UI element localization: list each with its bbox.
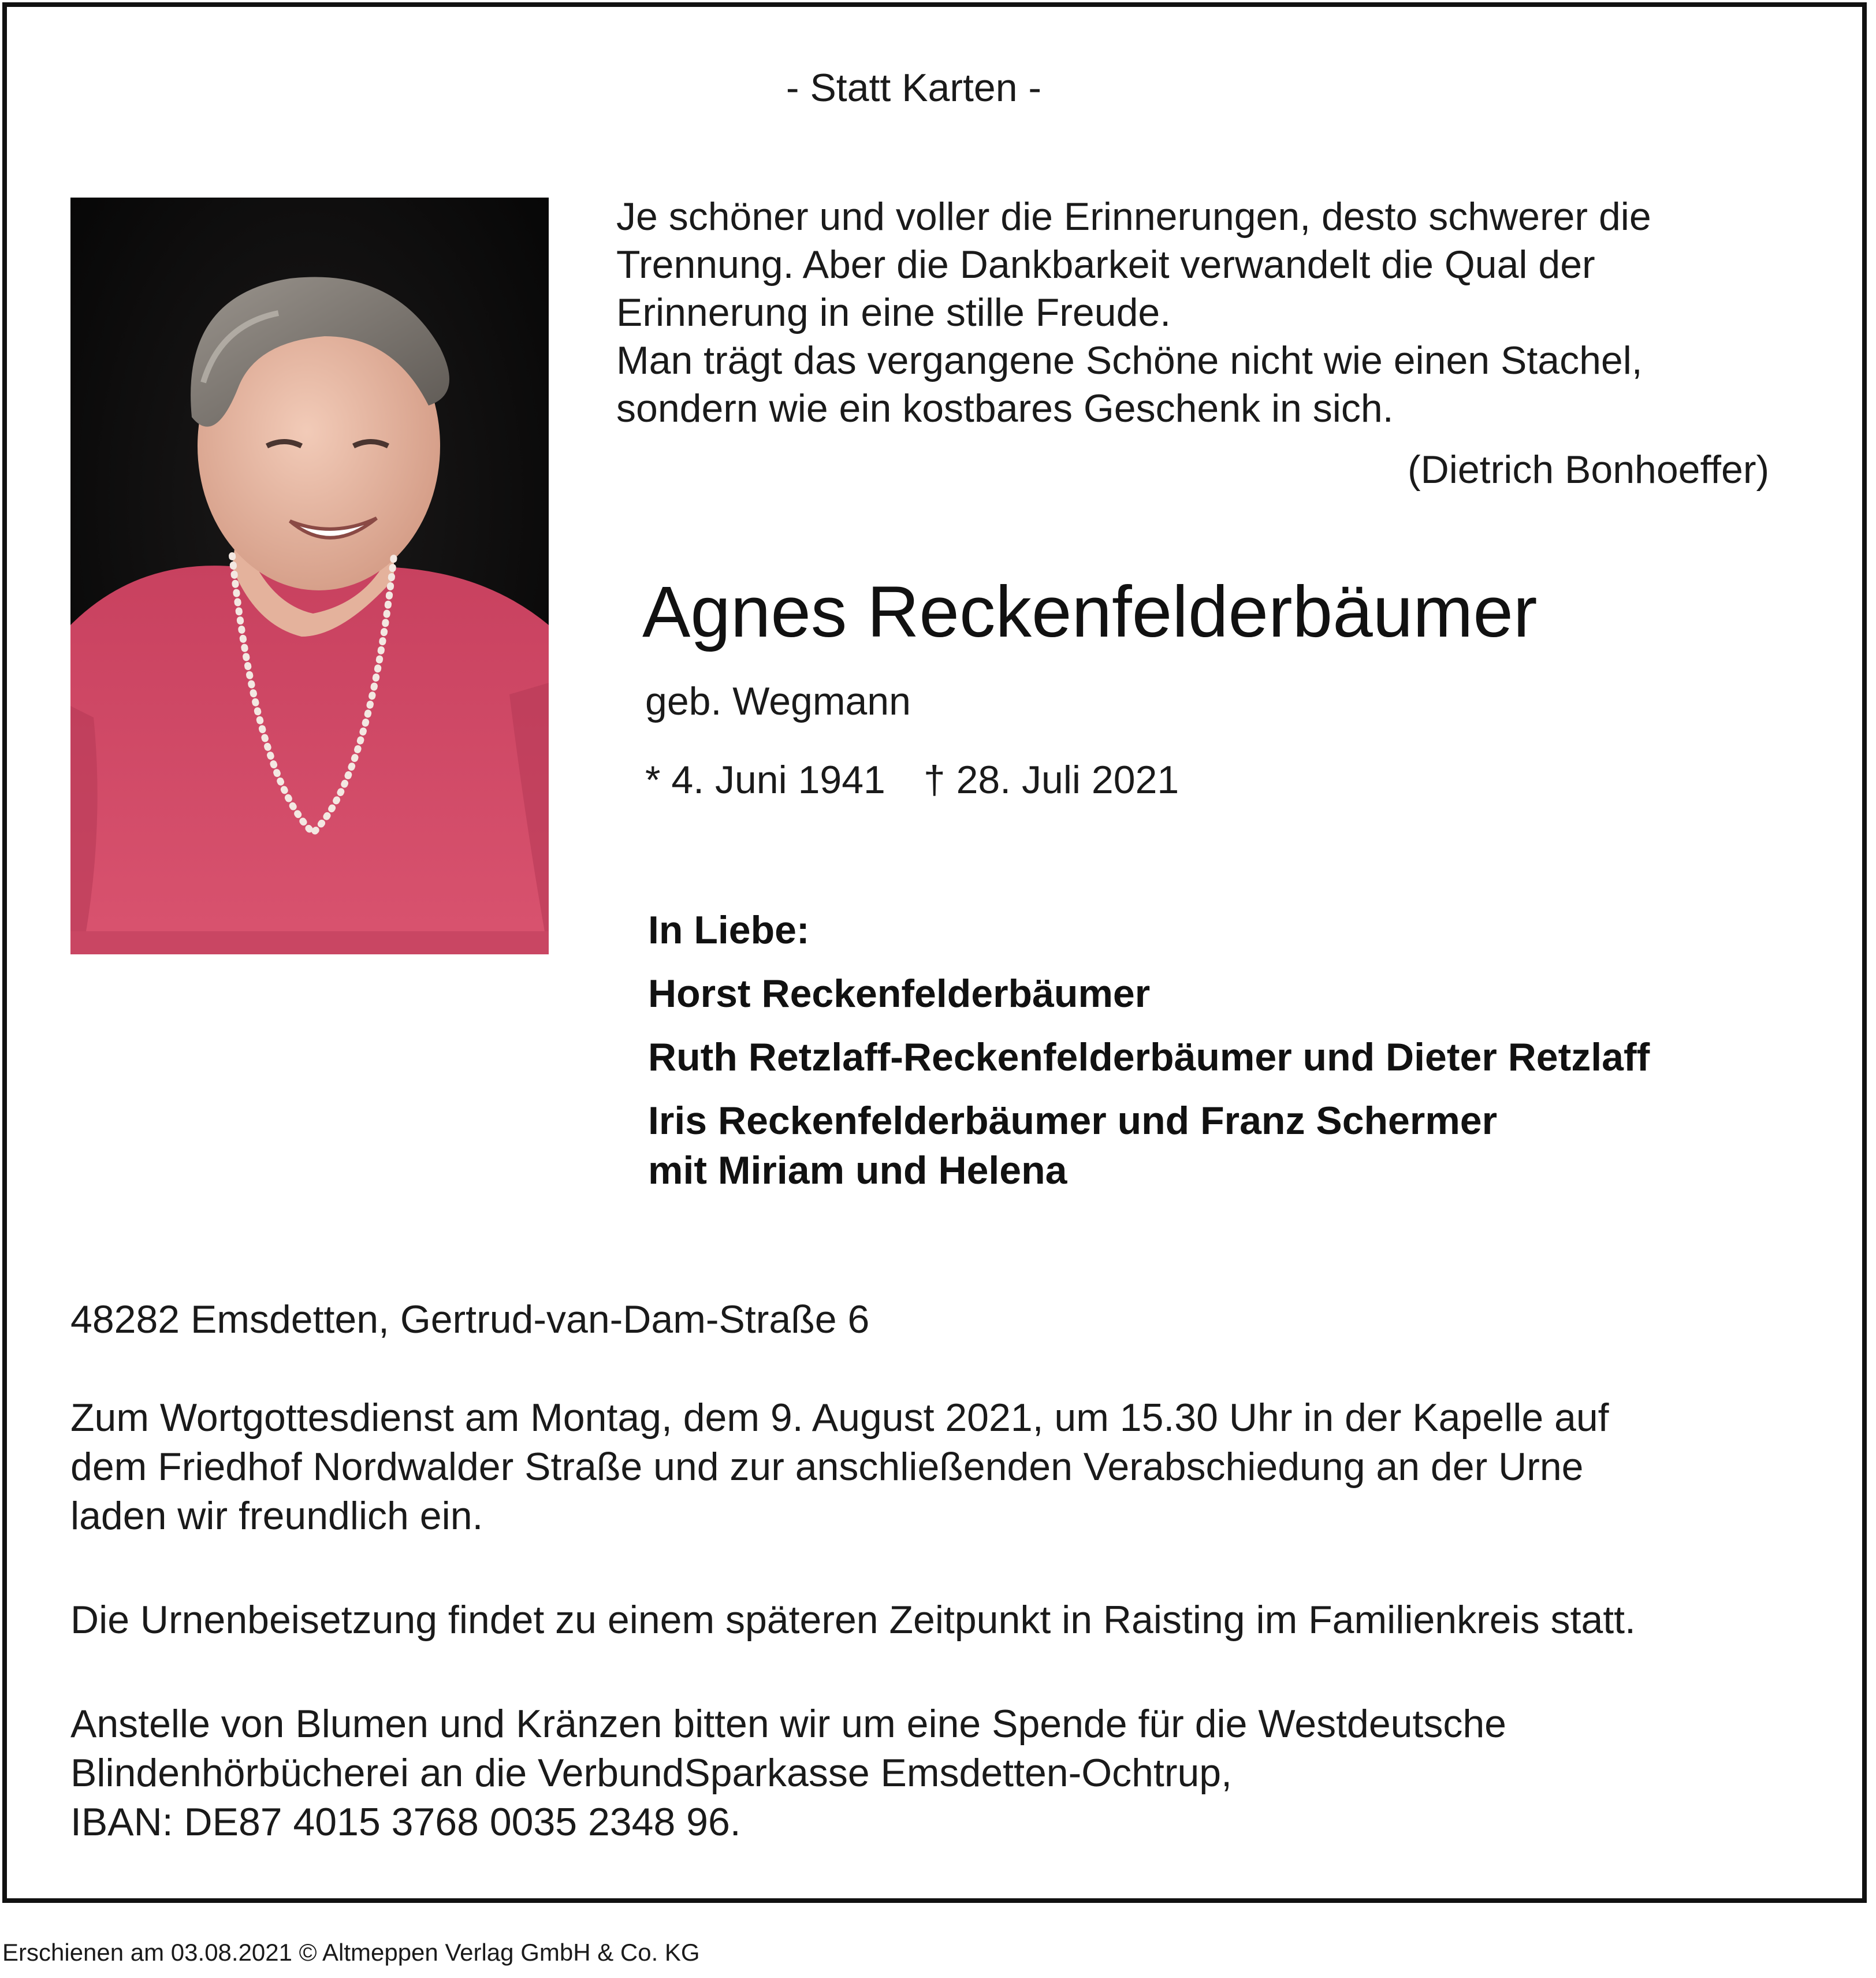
service-line: dem Friedhof Nordwalder Straße und zur anschließenden Verabschiedung an der Urne [70,1445,1584,1489]
quote-line: sondern wie ein kostbares Geschenk in sich. [616,386,1394,430]
quote-line: Erinnerung in eine stille Freude. [616,291,1171,334]
death-date: † 28. Juli 2021 [923,758,1179,802]
address: 48282 Emsdetten, Gertrud-van-Dam-Straße 6 [70,1297,870,1341]
portrait-photo [70,198,549,954]
donation-line: Anstelle von Blumen und Kränzen bitten wir um eine Spende für die Westdeutsche [70,1702,1506,1746]
publication-footer: Erschienen am 03.08.2021 © Altmeppen Verlag GmbH & Co. KG [2,1939,700,1966]
quote-line: Trennung. Aber die Dankbarkeit verwandelt die Qual der [616,243,1595,287]
header-statt-karten: - Statt Karten - [786,66,1042,110]
quote-line: Je schöner und voller die Erinnerungen, desto schwerer die [616,195,1651,239]
life-dates [645,756,1179,804]
mourner-line: Ruth Retzlaff-Reckenfelderbäumer und Dieter Retzlaff [648,1035,1650,1079]
portrait-illustration [70,198,549,954]
quote-author: (Dietrich Bonhoeffer) [1408,448,1770,492]
mourner-line: mit Miriam und Helena [648,1148,1067,1192]
service-line: Zum Wortgottesdienst am Montag, dem 9. August 2021, um 15.30 Uhr in der Kapelle auf [70,1396,1609,1440]
service-line: laden wir freundlich ein. [70,1494,483,1538]
burial-line: Die Urnenbeisetzung findet zu einem späteren Zeitpunkt in Raisting im Familienkreis statt. [70,1598,1636,1642]
obituary-frame [2,2,1867,1903]
mourner-line: Horst Reckenfelderbäumer [648,972,1151,1016]
mourners-block [648,905,1650,1195]
donation-paragraph [70,1700,1506,1847]
mourners-heading: In Liebe: [648,908,810,952]
burial-paragraph [70,1596,1636,1645]
service-paragraph [70,1393,1609,1541]
maiden-name: geb. Wegmann [645,679,911,723]
quote-block [616,193,1651,433]
donation-line: Blindenhörbücherei an die VerbundSparkasse Emsdetten-Ochtrup, [70,1751,1233,1795]
birth-date: * 4. Juni 1941 [645,758,885,802]
quote-line: Man trägt das vergangene Schöne nicht wie einen Stachel, [616,339,1643,382]
deceased-name: Agnes Reckenfelderbäumer [642,572,1538,652]
donation-line: IBAN: DE87 4015 3768 0035 2348 96. [70,1800,741,1844]
mourner-line: Iris Reckenfelderbäumer und Franz Schermer [648,1099,1498,1143]
